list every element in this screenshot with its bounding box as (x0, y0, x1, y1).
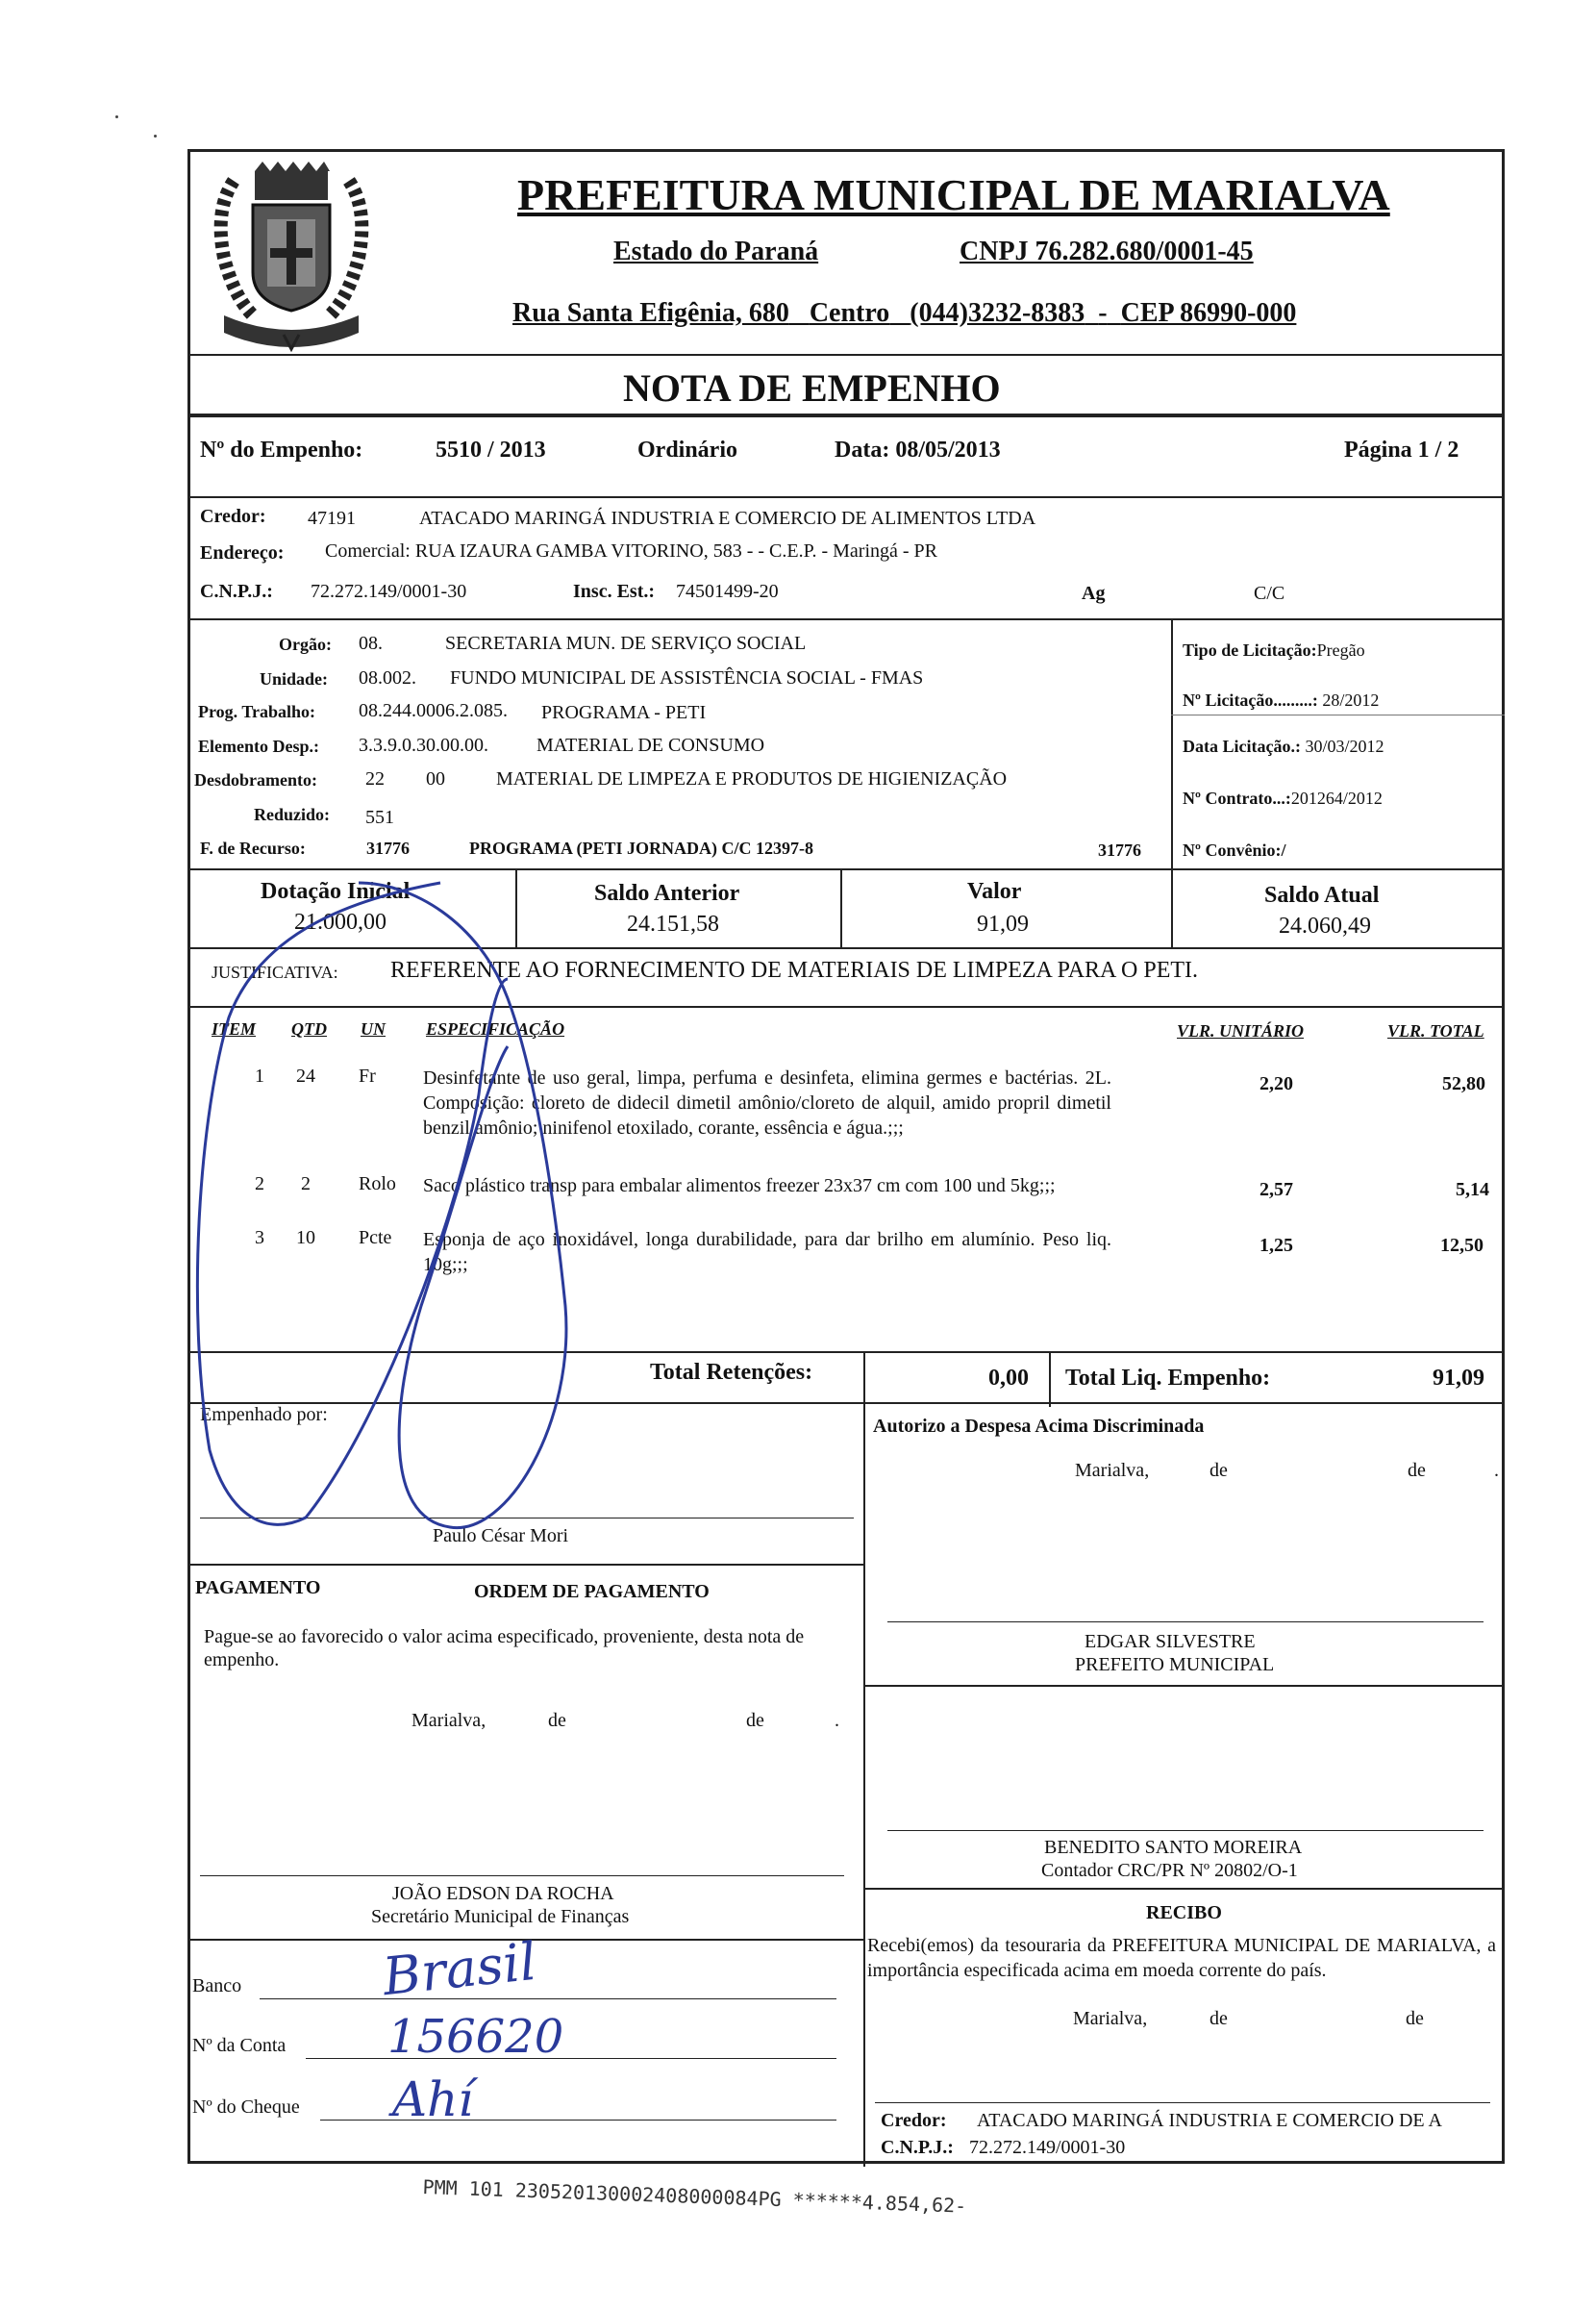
cnpj-label: CNPJ 76.282.680/0001-45 (960, 237, 1254, 266)
saldo-anterior-label: Saldo Anterior (594, 881, 740, 906)
orgao-label: Orgão: (279, 635, 332, 654)
total-liq-label: Total Liq. Empenho: (1065, 1366, 1271, 1391)
insc-label: Insc. Est.: (573, 581, 656, 602)
cc-label: C/C (1254, 583, 1285, 604)
empenhado-label: Empenhado por: (200, 1404, 328, 1425)
frec-label: F. de Recurso: (200, 839, 306, 858)
recibo-label: RECIBO (1146, 1902, 1222, 1923)
pagamento-text: Pague-se ao favorecido o valor acima especificado, proveniente, desta nota de empenho. (204, 1626, 805, 1670)
dotacao-value: 21.000,00 (294, 910, 387, 935)
prog-name: PROGRAMA - PETI (541, 702, 707, 723)
recibo-city: Marialva, (1073, 2008, 1148, 2029)
col-esp: ESPECIFICAÇÃO (426, 1019, 565, 1039)
ordem-pagamento-label: ORDEM DE PAGAMENTO (474, 1581, 710, 1602)
item-unit: 2,57 (1259, 1179, 1293, 1200)
col-un: UN (361, 1019, 386, 1039)
frec-code2: 31776 (1098, 841, 1141, 860)
empenho-type: Ordinário (637, 438, 738, 463)
cheque-label: Nº do Cheque (192, 2096, 300, 2118)
reduz-code: 551 (365, 807, 394, 828)
pagamento-city: Marialva, (411, 1710, 486, 1731)
orgao-code: 08. (359, 633, 383, 654)
unidade-name: FUNDO MUNICIPAL DE ASSISTÊNCIA SOCIAL - FMAS (450, 667, 924, 689)
item-qtd: 10 (296, 1227, 315, 1248)
scan-dot (115, 115, 118, 118)
tipo-licitacao: Tipo de Licitação:Pregão (1183, 640, 1365, 660)
desd-code: 22 (365, 768, 385, 790)
num-licitacao: Nº Licitação.........: 28/2012 (1183, 690, 1380, 710)
pagamento-de1: de (548, 1710, 566, 1731)
credor-address: Comercial: RUA IZAURA GAMBA VITORINO, 583 - - C.E.P. - Maringá - PR (325, 540, 938, 562)
dotacao-label: Dotação Inicial (261, 879, 411, 904)
autorizo-label: Autorizo a Despesa Acima Discriminada (873, 1416, 1205, 1437)
elem-code: 3.3.9.0.30.00.00. (359, 735, 488, 756)
coat-of-arms-icon (195, 152, 387, 354)
reduz-label: Reduzido: (254, 805, 331, 824)
convenio: Nº Convênio:/ (1183, 841, 1286, 860)
justificativa-text: REFERENTE AO FORNECIMENTO DE MATERIAIS DE LIMPEZA PARA O PETI. (390, 958, 1199, 983)
banco-handwritten: Brasil (380, 1930, 539, 2008)
recibo-cnpj: 72.272.149/0001-30 (969, 2137, 1126, 2158)
item-total: 12,50 (1440, 1235, 1484, 1256)
banco-label: Banco (192, 1975, 242, 1996)
secretario-title: Secretário Municipal de Finanças (371, 1906, 630, 1927)
elem-label: Elemento Desp.: (198, 737, 319, 756)
item-qtd: 2 (301, 1173, 311, 1194)
nota-de-empenho-form (187, 149, 1505, 2164)
recibo-de2: de (1406, 2008, 1424, 2029)
recibo-credor-label: Credor: (881, 2110, 947, 2131)
total-retencoes-value: 0,00 (988, 1366, 1029, 1391)
contador-title: Contador CRC/PR Nº 20802/O-1 (1041, 1860, 1298, 1881)
item-number: 1 (255, 1066, 264, 1087)
credor-cnpj: 72.272.149/0001-30 (311, 581, 467, 602)
desd-label: Desdobramento: (194, 770, 317, 790)
doc-title: NOTA DE EMPENHO (623, 366, 1001, 410)
footer-code: PMM 101 230520130002408000084PG ******4.854,62- (422, 2175, 967, 2218)
secretario-name: JOÃO EDSON DA ROCHA (392, 1883, 614, 1904)
saldo-atual-label: Saldo Atual (1264, 883, 1380, 908)
frec-name: PROGRAMA (PETI JORNADA) C/C 12397-8 (469, 839, 813, 858)
orgao-name: SECRETARIA MUN. DE SERVIÇO SOCIAL (445, 633, 807, 654)
credor-name: ATACADO MARINGÁ INDUSTRIA E COMERCIO DE ALIMENTOS LTDA (419, 508, 1036, 529)
justificativa-label: JUSTIFICATIVA: (212, 963, 338, 982)
col-item: ITEM (212, 1019, 257, 1039)
total-liq-value: 91,09 (1433, 1366, 1484, 1391)
prefeito-title: PREFEITO MUNICIPAL (1075, 1654, 1275, 1675)
item-un: Fr (359, 1066, 376, 1087)
ag-label: Ag (1082, 583, 1106, 604)
saldo-atual-value: 24.060,49 (1279, 914, 1371, 939)
pagamento-de2: de (746, 1710, 764, 1731)
desd-sub: 00 (426, 768, 445, 790)
col-unit: VLR. UNITÁRIO (1177, 1021, 1305, 1041)
item-un: Rolo (359, 1173, 396, 1194)
item-unit: 2,20 (1259, 1073, 1293, 1094)
prog-code: 08.244.0006.2.085. (359, 700, 508, 721)
insc-value: 74501499-20 (676, 581, 779, 602)
item-total: 5,14 (1456, 1179, 1489, 1200)
col-qtd: QTD (291, 1019, 327, 1039)
recibo-text: Recebi(emos) da tesouraria da PREFEITURA MUNICIPAL DE MARIALVA, a importância especificada acima em moeda corrente do país. (867, 1935, 1496, 1981)
prog-label: Prog. Trabalho: (198, 702, 316, 721)
item-total: 52,80 (1442, 1073, 1485, 1094)
address-label: Rua Santa Efigênia, 680 Centro (044)3232-8383 - CEP 86990-000 (512, 298, 1297, 328)
autorizo-city: Marialva, (1075, 1460, 1150, 1481)
valor-value: 91,09 (977, 912, 1029, 937)
cnpj-field-label: C.N.P.J.: (200, 581, 273, 602)
address-field-label: Endereço: (200, 542, 285, 564)
item-un: Pcte (359, 1227, 392, 1248)
page-number: Página 1 / 2 (1344, 438, 1459, 463)
autorizo-de2: de (1408, 1460, 1426, 1481)
item-number: 3 (255, 1227, 264, 1248)
contador-name: BENEDITO SANTO MOREIRA (1044, 1837, 1303, 1858)
pagamento-dot: . (835, 1710, 839, 1731)
cheque-handwritten: Ahí (392, 2071, 474, 2127)
recibo-de1: de (1209, 2008, 1228, 2029)
pagamento-label: PAGAMENTO (195, 1577, 321, 1598)
item-desc: Esponja de aço inoxidável, longa durabilidade, para dar brilho em alumínio. Peso liq. 10g;;; (423, 1229, 1111, 1275)
elem-name: MATERIAL DE CONSUMO (536, 735, 765, 756)
credor-code: 47191 (308, 508, 356, 529)
empenho-number-label: Nº do Empenho: (200, 438, 363, 463)
state-label: Estado do Paraná (613, 237, 819, 266)
empenhado-name: Paulo César Mori (433, 1525, 569, 1546)
item-desc: Saco plástico transp para embalar alimentos freezer 23x37 cm com 100 und 5kg;;; (423, 1175, 1056, 1196)
recibo-credor: ATACADO MARINGÁ INDUSTRIA E COMERCIO DE A (977, 2110, 1442, 2131)
unidade-code: 08.002. (359, 667, 416, 689)
valor-label: Valor (967, 879, 1022, 904)
credor-label: Credor: (200, 506, 266, 527)
item-desc: Desinfetante de uso geral, limpa, perfuma e desinfeta, elimina germes e bactérias. 2L. Composição: cloreto de didecil dimetil amônio/cloreto de alquil, amido propril dimetil benzil amônio; ninifenol etoxilado, corante, essência e água.;;; (423, 1067, 1111, 1139)
recibo-cnpj-label: C.N.P.J.: (881, 2137, 954, 2158)
prefeito-name: EDGAR SILVESTRE (1085, 1631, 1256, 1652)
data-licitacao: Data Licitação.: 30/03/2012 (1183, 737, 1384, 756)
desd-name: MATERIAL DE LIMPEZA E PRODUTOS DE HIGIENIZAÇÃO (496, 768, 1008, 790)
frec-code: 31776 (366, 839, 410, 858)
saldo-anterior-value: 24.151,58 (627, 912, 719, 937)
item-qtd: 24 (296, 1066, 315, 1087)
conta-label: Nº da Conta (192, 2035, 287, 2056)
unidade-label: Unidade: (260, 669, 329, 689)
empenho-number: 5510 / 2013 (436, 438, 546, 463)
page-title: PREFEITURA MUNICIPAL DE MARIALVA (517, 170, 1390, 219)
autorizo-de1: de (1209, 1460, 1228, 1481)
contrato: Nº Contrato...:201264/2012 (1183, 789, 1383, 808)
item-number: 2 (255, 1173, 264, 1194)
scan-dot (154, 135, 157, 138)
conta-handwritten: 156620 (387, 2010, 564, 2064)
item-unit: 1,25 (1259, 1235, 1293, 1256)
col-total: VLR. TOTAL (1387, 1021, 1484, 1041)
total-retencoes-label: Total Retenções: (650, 1360, 813, 1385)
autorizo-dot: . (1494, 1460, 1499, 1481)
empenho-date: Data: 08/05/2013 (835, 438, 1001, 463)
